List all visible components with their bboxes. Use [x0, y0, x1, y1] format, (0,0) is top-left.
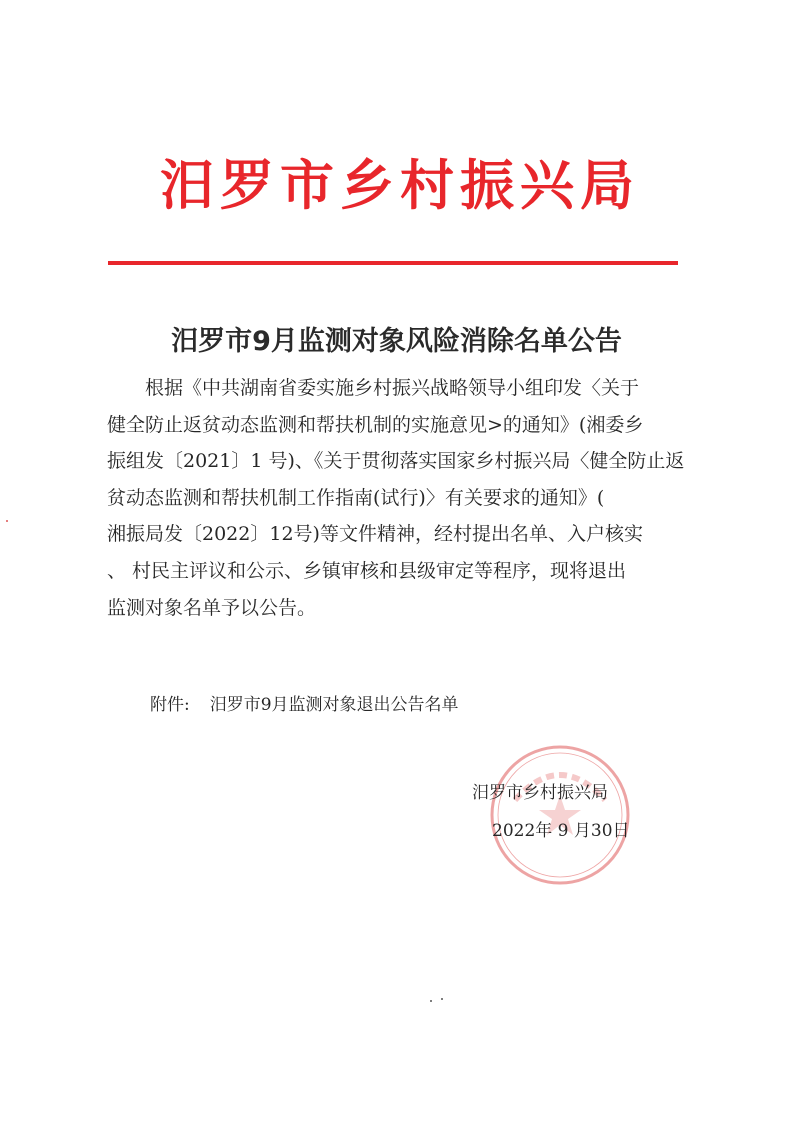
document-body	[107, 370, 692, 626]
body-line: 贫动态监测和帮扶机制工作指南(试行)〉有关要求的通知》(	[107, 486, 605, 509]
red-divider-line	[108, 261, 678, 265]
body-line: 振组发〔2021〕1 号)、《关于贯彻落实国家乡村振兴局〈健全防止返	[107, 450, 685, 473]
document-title: 汨罗市9月监测对象风险消除名单公告	[171, 326, 622, 357]
body-line: 监测对象名单予以公告。	[107, 596, 317, 619]
attachment-name: 汨罗市9月监测对象退出公告名单	[209, 695, 459, 715]
body-line: 湘振局发〔2022〕12号)等文件精神，经村提出名单、入户核实	[107, 523, 643, 546]
body-line: 根据《中共湖南省委实施乡村振兴战略领导小组印发〈关于	[145, 377, 640, 399]
body-line: 健全防止返贫动态监测和帮扶机制的实施意见>的通知》(湘委乡	[107, 413, 644, 436]
red-header-org-title: 汨罗市乡村振兴局	[160, 153, 640, 217]
signature-date: 2022年 9 月30日	[492, 821, 630, 841]
official-seal-stamp	[485, 740, 635, 890]
attachment-line	[150, 690, 459, 715]
signature-organization: 汨罗市乡村振兴局	[472, 783, 608, 803]
attachment-label: 附件:	[150, 695, 190, 715]
body-line: 、 村民主评议和公示、乡镇审核和县级审定等程序，现将退出	[107, 559, 627, 582]
